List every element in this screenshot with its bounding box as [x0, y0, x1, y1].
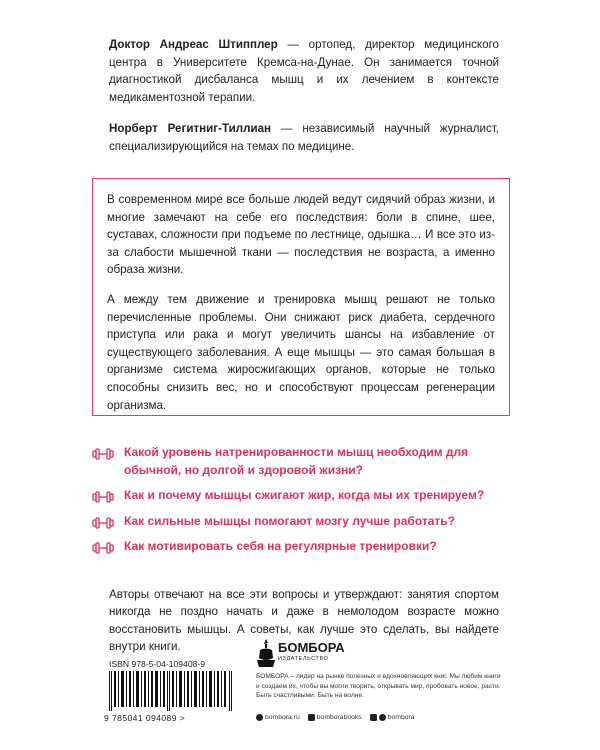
vk-icon [370, 714, 377, 721]
dumbbell-icon [92, 541, 114, 555]
globe-icon [256, 714, 263, 721]
publisher-subtitle: ИЗДАТЕЛЬСТВО [278, 656, 329, 662]
dumbbell-icon [92, 447, 114, 461]
telegram-icon [379, 714, 386, 721]
barcode-digits: 9 785041 094089 > [104, 713, 186, 723]
publisher-logo [256, 638, 345, 673]
description-paragraph-1: В современном мире все больше людей ведут сидячий образ жизни, и многие замечают на себе его последствия: боли в спине, шее, суставах, сложности при подъеме по лестнице, одышка… И все это из-за слабости мышечной ткани — последствия не возраста, а именно образа жизни. [107, 193, 495, 277]
question-text: Как мотивировать себя на регулярные тренировки? [124, 539, 437, 553]
description-box [92, 178, 510, 416]
author-name-2: Норберт Регитниг-Тиллиан [109, 122, 272, 135]
question-item [92, 444, 512, 479]
isbn-label: ISBN 978-5-04-109408-9 [109, 659, 206, 669]
author-bio-2 [109, 120, 499, 155]
instagram-icon [308, 714, 315, 721]
author-desc-2: — независимый научный журналист, специализирующийся на темах по медицине. [109, 122, 499, 153]
question-item [92, 538, 512, 556]
description-paragraph-2: А между тем движение и тренировка мышц решают не только перечисленные проблемы. Они снижают риск диабета, сердечного приступа или рака и могут увеличить шансы на избавление от существующего заболевания. А еще мышцы — это самая большая в организме система жиросжигающих органов, которые не только способны снизить вес, но и способствуют процессам регенерации организма. [107, 292, 495, 412]
author-desc-1: — ортопед, директор медицинского центра в Университете Кремса-на-Дунае. Он занимается точной диагностикой дисбаланса мышц и их лечением в контексте медикаментозной терапии. [109, 38, 499, 104]
author-name-1: Доктор Андреас Штипплер [109, 38, 278, 51]
author-bio-1 [109, 36, 499, 106]
bomb-logo-icon [256, 638, 276, 668]
authors-section [109, 36, 499, 169]
question-text: Как и почему мышцы сжигают жир, когда мы их тренируем? [124, 488, 485, 502]
site-label: bombora.ru [265, 714, 300, 721]
site-link[interactable] [256, 714, 300, 721]
question-text: Как сильные мышцы помогают мозгу лучше работать? [124, 513, 455, 528]
dumbbell-icon [92, 516, 114, 530]
summary-text: Авторы отвечают на все эти вопросы и утверждают: занятия спортом никогда не поздно начать и даже в немолодом возрасте можно восстановить мышцы. А советы, как лучше это сделать, вы найдете внутри книги. [109, 587, 499, 654]
question-item [92, 513, 512, 531]
instagram-link[interactable] [308, 714, 362, 721]
social-link[interactable] [370, 714, 415, 721]
instagram-label: bomborabooks [316, 714, 362, 721]
social-label: bombora [387, 714, 415, 721]
publisher-socials [256, 714, 423, 721]
publisher-promo: БОМБОРА – лидер на рынке полезных и вдохновляющих книг. Мы любим книги и создаем их, чтобы вы могли творить, открывать мир, пробовать новое, расти. Быть счастливыми. Быть на волне. [256, 673, 501, 700]
barcode [109, 671, 233, 711]
dumbbell-icon [92, 490, 114, 504]
question-text: Какой уровень натренированности мышц необходим для обычной, но долгой и здоровой жизни? [124, 445, 469, 477]
question-item [92, 487, 512, 505]
questions-list [92, 444, 512, 564]
publisher-name: БОМБОРА [278, 640, 345, 655]
